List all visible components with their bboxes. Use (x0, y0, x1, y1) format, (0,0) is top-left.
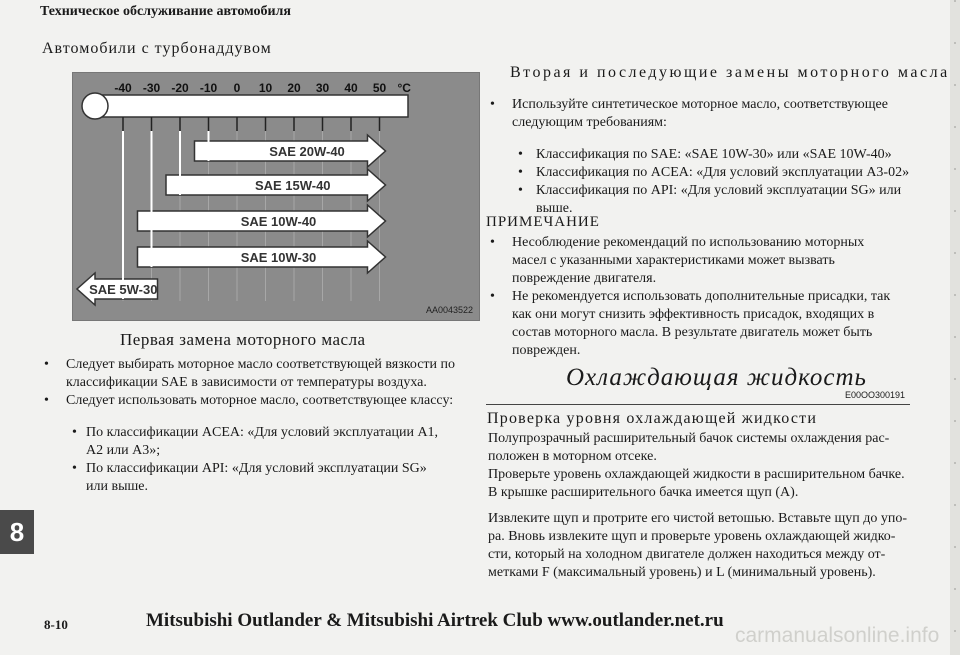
para-line: Проверьте уровень охлаждающей жидкости в расширительном бачке. (488, 467, 905, 482)
coolant-paragraph-1 (488, 430, 918, 502)
page-number: 8-10 (44, 617, 68, 632)
bullet-line: следующим требованиям: (512, 115, 667, 130)
subsequent-change-bullets (488, 96, 918, 218)
para-line: Полупрозрачный расширительный бачок системы охлаждения рас- (488, 431, 890, 446)
thermometer-tube (95, 95, 408, 117)
note-line: состав моторного масла. В результате двигатель может быть (512, 325, 873, 340)
first-oil-change-title: Первая замена моторного масла (120, 330, 366, 349)
bullet-line: Используйте синтетическое моторное масло, соответствующее (512, 97, 888, 112)
bullet-line: или выше. (86, 479, 148, 494)
notes-list (488, 234, 918, 360)
temperature-tick-label: -30 (142, 81, 161, 95)
list-item: • Несоблюдение рекомендаций по использованию моторных масел с указанными характеристиками может вызвать повреждение двигателя. (488, 234, 918, 288)
para-line: сти, который на холодном двигателе должен находиться между от- (488, 547, 886, 562)
temperature-tick-label: 30 (315, 81, 330, 95)
list-item: • По классификации ACEA: «Для условий эксплуатации A1, A2 или A3»; (44, 424, 464, 460)
grade-label: SAE 10W-40 (240, 214, 317, 229)
temperature-tick-label: -20 (171, 81, 189, 95)
para-line: положен в моторном отсеке. (488, 449, 657, 464)
temperature-tick-label: -10 (199, 81, 218, 95)
turbo-subtitle: Автомобили с турбонаддувом (42, 40, 272, 57)
para-line: Извлеките щуп и протрите его чистой ветошью. Вставьте щуп до упо- (488, 511, 908, 526)
oil-viscosity-chart (72, 72, 480, 321)
coolant-code: E00OO300191 (845, 390, 906, 400)
temperature-unit: °C (397, 81, 411, 95)
thermometer-bulb (82, 93, 108, 119)
grade-label: SAE 10W-30 (240, 250, 317, 265)
running-title: Техническое обслуживание автомобиля (40, 4, 291, 19)
list-item: • Следует использовать моторное масло, соответствующее классу: (44, 392, 464, 410)
bullet-line: Следует использовать моторное масло, соответствующее классу: (66, 393, 454, 408)
bullet-line: По классификации ACEA: «Для условий эксплуатации A1, (86, 425, 439, 440)
temperature-tick-label: -40 (114, 81, 132, 95)
list-item: • Классификация по ACEA: «Для условий эксплуатации A3-02» (488, 164, 918, 182)
grade-label: SAE 5W-30 (89, 282, 158, 297)
note-line: как они могут снизить эффективность присадок, входящих в (512, 307, 875, 322)
bullet-line: A2 или A3»; (86, 443, 161, 458)
coolant-title: Охлаждающая жидкость (566, 364, 867, 391)
chart-code: AA0043522 (425, 305, 473, 315)
bullet-line: выше. (536, 201, 573, 216)
oil-viscosity-svg (73, 73, 479, 320)
list-item: • Используйте синтетическое моторное масло, соответствующее следующим требованиям: (488, 96, 918, 132)
bullet-line: классификации SAE в зависимости от температуры воздуха. (66, 375, 427, 390)
note-line: повреждение двигателя. (512, 271, 657, 286)
watermark: carmanualsonline.info (735, 624, 940, 647)
temperature-tick-label: 0 (233, 81, 241, 95)
coolant-paragraph-2 (488, 510, 918, 582)
bullet-line: Классификация по SAE: «SAE 10W-30» или «SAE 10W-40» (536, 147, 892, 162)
temperature-tick-label: 50 (372, 81, 387, 95)
temperature-tick-label: 20 (287, 81, 301, 95)
list-item: • Классификация по SAE: «SAE 10W-30» или «SAE 10W-40» (488, 146, 918, 164)
bullet-line: Классификация по API: «Для условий эксплуатации SG» или (536, 183, 902, 198)
temperature-tick-label: 10 (258, 81, 273, 95)
list-item: • По классификации API: «Для условий эксплуатации SG» или выше. (44, 460, 464, 496)
list-item: • Классификация по API: «Для условий эксплуатации SG» или выше. (488, 182, 918, 218)
note-line: Несоблюдение рекомендаций по использованию моторных (512, 235, 865, 250)
grade-label: SAE 15W-40 (254, 178, 331, 193)
list-item: • Следует выбирать моторное масло соответствующей вязкости по классификации SAE в зависимости от температуры воздуха. (44, 356, 464, 392)
club-footer: Mitsubishi Outlander & Mitsubishi Airtrek Club www.outlander.net.ru (146, 610, 724, 631)
bullet-line: Следует выбирать моторное масло соответствующей вязкости по (66, 357, 456, 372)
note-line: Не рекомендуется использовать дополнительные присадки, так (512, 289, 891, 304)
subsequent-oil-change-title: Вторая и последующие замены моторного масла (510, 64, 950, 81)
note-line: масел с указанными характеристиками может вызвать (512, 253, 835, 268)
bullet-line: По классификации API: «Для условий эксплуатации SG» (86, 461, 427, 476)
coolant-check-title: Проверка уровня охлаждающей жидкости (487, 410, 818, 427)
note-title: ПРИМЕЧАНИЕ (486, 214, 600, 230)
page-edge (950, 0, 960, 655)
bullet-line: Классификация по ACEA: «Для условий эксплуатации A3-02» (536, 165, 910, 180)
grade-label: SAE 20W-40 (269, 144, 345, 159)
list-item: • Не рекомендуется использовать дополнительные присадки, так как они могут снизить эффективность присадок, входящих в состав моторного масла. В результате двигатель может быть поврежден. (488, 288, 918, 360)
first-change-bullets (44, 356, 464, 496)
para-line: ра. Вновь извлеките щуп и проверьте уровень охлаждающей жидко- (488, 529, 896, 544)
chapter-tab: 8 (0, 510, 34, 554)
note-line: поврежден. (512, 343, 581, 358)
para-line: В крышке расширительного бачка имеется щуп (A). (488, 485, 799, 500)
coolant-divider (486, 404, 910, 405)
temperature-tick-label: 40 (344, 81, 358, 95)
para-line: метками F (максимальный уровень) и L (минимальный уровень). (488, 565, 876, 580)
